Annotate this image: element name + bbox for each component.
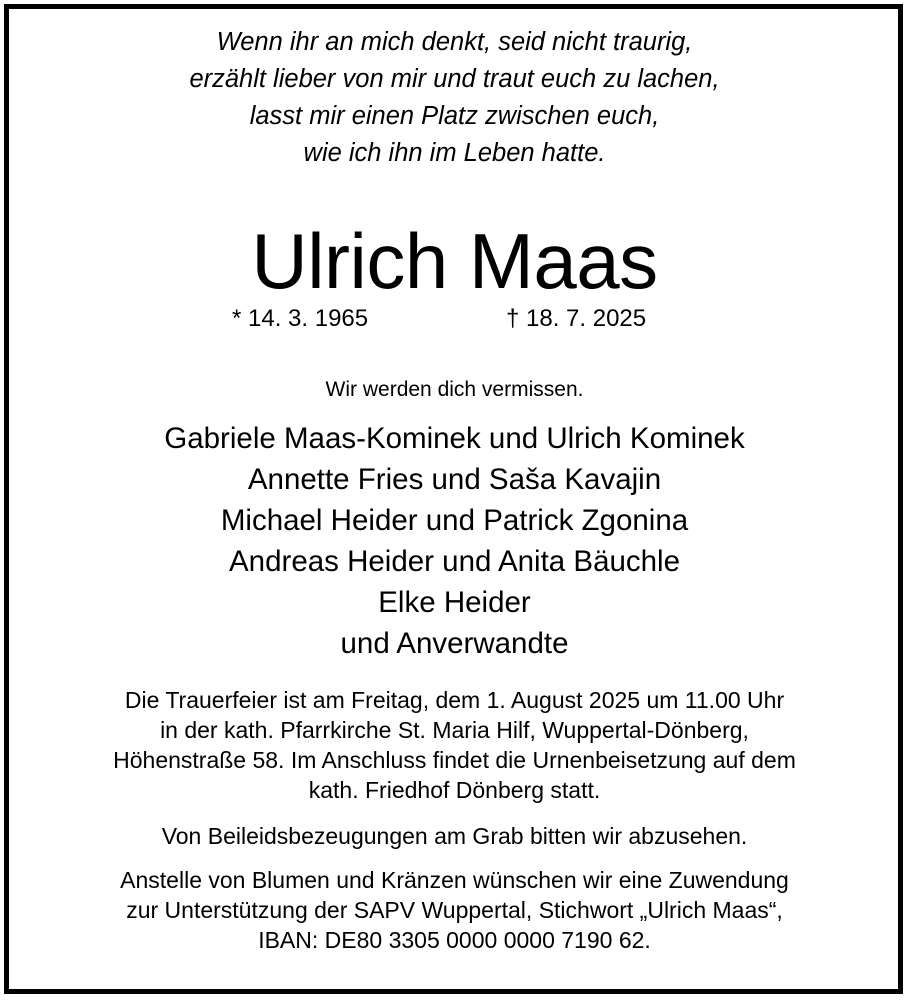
birth-date: * 14. 3. 1965 bbox=[232, 305, 369, 332]
poem-line: wie ich ihn im Leben hatte. bbox=[303, 139, 606, 167]
farewell-message: Wir werden dich vermissen. bbox=[325, 378, 584, 401]
poem-line: lasst mir einen Platz zwischen euch, bbox=[249, 102, 660, 130]
mourner-line: Elke Heider bbox=[378, 586, 531, 619]
mourners-list bbox=[0, 418, 909, 664]
mourner-line: Annette Fries und Saša Kavajin bbox=[247, 463, 662, 496]
service-line: in der kath. Pfarrkirche St. Maria Hilf, Wuppertal-Dönberg, bbox=[160, 717, 749, 743]
donation-line: Anstelle von Blumen und Kränzen wünschen wir eine Zuwendung bbox=[120, 867, 789, 893]
deceased-name: Ulrich Maas bbox=[251, 217, 658, 305]
mourner-line: Andreas Heider und Anita Bäuchle bbox=[229, 545, 680, 578]
service-line: Höhenstraße 58. Im Anschluss findet die Urnenbeisetzung auf dem bbox=[113, 747, 796, 773]
donation-line: IBAN: DE80 3305 0000 0000 7190 62. bbox=[258, 927, 651, 953]
service-line: Die Trauerfeier ist am Freitag, dem 1. August 2025 um 11.00 Uhr bbox=[124, 687, 785, 713]
mourner-line: und Anverwandte bbox=[340, 627, 569, 660]
donation-info bbox=[0, 865, 909, 955]
mourner-line: Michael Heider und Patrick Zgonina bbox=[220, 504, 689, 537]
death-date: † 18. 7. 2025 bbox=[506, 305, 647, 332]
poem bbox=[0, 24, 909, 172]
mourner-line: Gabriele Maas-Kominek und Ulrich Kominek bbox=[164, 422, 745, 455]
service-line: kath. Friedhof Dönberg statt. bbox=[308, 777, 601, 803]
poem-line: erzählt lieber von mir und traut euch zu lachen, bbox=[189, 65, 720, 93]
donation-line: zur Unterstützung der SAPV Wuppertal, Stichwort „Ulrich Maas“, bbox=[126, 897, 783, 923]
service-info bbox=[0, 685, 909, 805]
condolence-note: Von Beileidsbezeugungen am Grab bitten wir abzusehen. bbox=[161, 823, 748, 849]
poem-line: Wenn ihr an mich denkt, seid nicht traurig, bbox=[216, 28, 693, 56]
